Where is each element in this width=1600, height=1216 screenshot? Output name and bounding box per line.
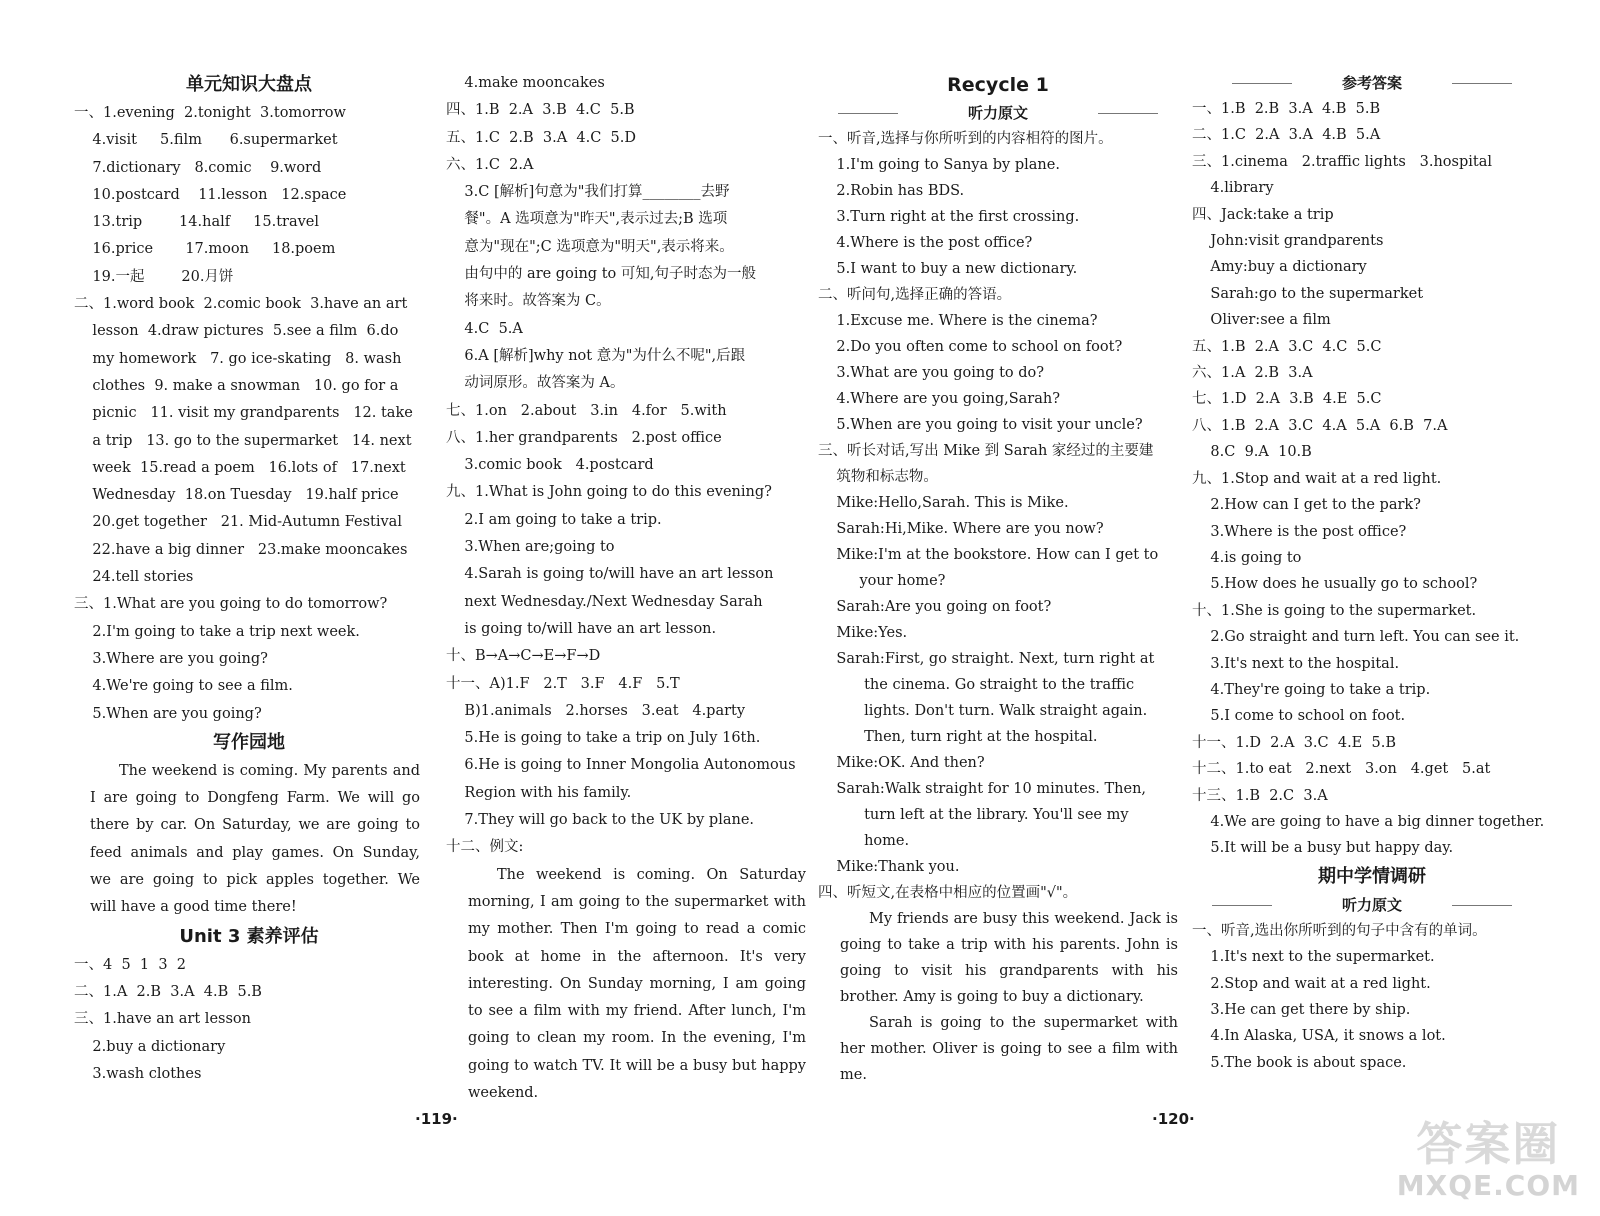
answer-line: 5.When are you going? (74, 705, 262, 722)
divider (1452, 83, 1512, 84)
answer-line: 3.When are;going to (446, 539, 615, 556)
answer-line: 二、听问句,选择正确的答语。 (818, 287, 1012, 303)
answer-line: 4.We are going to have a big dinner together. (1192, 813, 1545, 830)
answer-line: clothes 9. make a snowman 10. go for a (74, 377, 399, 394)
answer-line: 4.We're going to see a film. (74, 678, 293, 695)
answer-line: 3.comic book 4.postcard (446, 457, 654, 474)
column-3 (818, 70, 1178, 1088)
answer-line: 三、1.What are you going to do tomorrow? (74, 596, 388, 613)
answer-line: turn left at the library. You'll see my (818, 807, 1129, 823)
answer-line: 3.It's next to the hospital. (1192, 655, 1400, 672)
answer-line: 由句中的 are going to 可知,句子时态为一般 (446, 266, 756, 283)
answer-line: 七、1.on 2.about 3.in 4.for 5.with (446, 402, 727, 419)
answer-line: Region with his family. (446, 784, 632, 801)
section-heading: 单元知识大盘点 (186, 74, 312, 95)
divider (1452, 905, 1512, 906)
answer-line: 3.Turn right at the first crossing. (818, 209, 1080, 225)
answer-line: Sarah:go to the supermarket (1192, 285, 1424, 302)
answer-line: 5.How does he usually go to school? (1192, 576, 1478, 593)
answer-line: 2.How can I get to the park? (1192, 497, 1421, 514)
answer-line: 2.Do you often come to school on foot? (818, 339, 1123, 355)
answer-line: 4.visit 5.film 6.supermarket (74, 132, 338, 149)
answer-line: 2.I am going to take a trip. (446, 511, 662, 528)
answer-line: 4.In Alaska, USA, it snows a lot. (1192, 1028, 1446, 1045)
answer-key-heading: 参考答案 (1192, 70, 1552, 96)
answer-line: lights. Don't turn. Walk straight again. (818, 703, 1148, 719)
answer-line: lesson 4.draw pictures 5.see a film 6.do (74, 323, 399, 340)
answer-line: 四、Jack:take a trip (1192, 206, 1334, 223)
answer-line: 4.is going to (1192, 549, 1302, 566)
answer-line: Mike:I'm at the bookstore. How can I get to (818, 547, 1159, 563)
watermark-mark: 答案圈 (1416, 1117, 1561, 1171)
answer-line: 八、1.her grandparents 2.post office (446, 429, 722, 446)
answer-line: 七、1.D 2.A 3.B 4.E 5.C (1192, 391, 1382, 408)
essay-paragraph: The weekend is coming. On Saturday morning, I am going to the supermarket with my mother. Then I'm going to read a comic book at home in the afternoon. It's very interesting. On Sunday morning, I am going to see a film with my friend. After lunch, I'm going to clean my room. In the evening, I'm going to watch TV. It will be a busy but happy weekend. (468, 866, 806, 1101)
answer-line: my homework 7. go ice-skating 8. wash (74, 350, 402, 367)
column-2 (446, 70, 806, 1107)
answer-line: 五、1.B 2.A 3.C 4.C 5.C (1192, 338, 1382, 355)
answer-line: 四、听短文,在表格中相应的位置画"√"。 (818, 885, 1078, 901)
answer-line: 5.When are you going to visit your uncle? (818, 417, 1143, 433)
answer-line: 4.make mooncakes (446, 75, 605, 91)
answer-line: 二、1.word book 2.comic book 3.have an art (74, 296, 408, 313)
answer-line: 一、听音,选出你所听到的句子中含有的单词。 (1192, 922, 1487, 939)
answer-line: Sarah:Walk straight for 10 minutes. Then, (818, 781, 1147, 797)
answer-line: Mike:Yes. (818, 625, 908, 641)
answer-line: home. (818, 833, 910, 849)
answer-line: 十二、1.to eat 2.next 3.on 4.get 5.at (1192, 761, 1491, 778)
answer-line: John:visit grandparents (1192, 233, 1384, 250)
answer-line: 4.Sarah is going to/will have an art lesson (446, 566, 774, 583)
answer-line: 3.C [解析]句意为"我们打算________去野 (446, 184, 730, 201)
answer-line: 4.Where is the post office? (818, 235, 1033, 251)
answer-line: week 15.read a poem 16.lots of 17.next (74, 459, 406, 476)
answer-line: 六、1.A 2.B 3.A (1192, 365, 1313, 382)
answer-line: 将来时。故答案为 C。 (446, 293, 611, 310)
divider (1212, 905, 1272, 906)
answer-line: 16.price 17.moon 18.poem (74, 241, 336, 258)
answer-line: 4.C 5.A (446, 320, 523, 337)
answer-list (446, 70, 806, 862)
answer-line: your home? (818, 573, 946, 589)
answer-line: 一、听音,选择与你所听到的内容相符的图片。 (818, 131, 1113, 147)
watermark-logo (1397, 1119, 1580, 1202)
answer-line: 九、1.Stop and wait at a red light. (1192, 470, 1442, 487)
answer-line: 22.have a big dinner 23.make mooncakes (74, 541, 408, 558)
answer-line: 5.I come to school on foot. (1192, 708, 1406, 725)
answer-line: 13.trip 14.half 15.travel (74, 214, 320, 231)
answer-line: 20.get together 21. Mid-Autumn Festival (74, 514, 402, 531)
answer-line: 10.postcard 11.lesson 12.space (74, 186, 347, 203)
column-1 (74, 70, 424, 1088)
answer-line: a trip 13. go to the supermarket 14. next (74, 432, 412, 449)
essay-paragraph: My friends are busy this weekend. Jack is going to take a trip with his parents. John is going to visit his grandparents with his brother. Amy is going to buy a dictionary. (840, 911, 1178, 1005)
answer-line: 1.Excuse me. Where is the cinema? (818, 313, 1098, 329)
answer-line: 二、1.C 2.A 3.A 4.B 5.A (1192, 127, 1381, 144)
answer-line: 3.wash clothes (74, 1065, 202, 1082)
answer-line: 3.Where is the post office? (1192, 523, 1407, 540)
answer-line: 意为"现在";C 选项意为"明天",表示将来。 (446, 238, 734, 255)
answer-line: 2.buy a dictionary (74, 1038, 226, 1055)
answer-line: 二、1.A 2.B 3.A 4.B 5.B (74, 983, 262, 1000)
answer-line: 十三、1.B 2.C 3.A (1192, 787, 1328, 804)
answer-list (74, 100, 424, 728)
divider (1098, 113, 1158, 114)
answer-line: next Wednesday./Next Wednesday Sarah (446, 593, 763, 610)
answer-line: 24.tell stories (74, 569, 194, 586)
answer-line: 5.I want to buy a new dictionary. (818, 261, 1078, 277)
answer-line: 动词原形。故答案为 A。 (446, 375, 625, 392)
answer-line: Oliver:see a film (1192, 312, 1331, 329)
answer-line: 四、1.B 2.A 3.B 4.C 5.B (446, 102, 635, 119)
answer-list (74, 952, 424, 1088)
answer-line: 五、1.C 2.B 3.A 4.C 5.D (446, 129, 636, 146)
answer-line: Sarah:Hi,Mike. Where are you now? (818, 521, 1104, 537)
answer-line: Mike:Thank you. (818, 859, 960, 875)
answer-line: B)1.animals 2.horses 3.eat 4.party (446, 702, 746, 719)
divider (1232, 83, 1292, 84)
section-heading: Recycle 1 (947, 74, 1049, 96)
answer-line: 1.It's next to the supermarket. (1192, 949, 1435, 966)
answer-line: 一、1.B 2.B 3.A 4.B 5.B (1192, 101, 1381, 117)
answer-line: 2.Robin has BDS. (818, 183, 965, 199)
essay-paragraph: Sarah is going to the supermarket with her mother. Oliver is going to see a film with me. (840, 1015, 1178, 1083)
answer-line: 6.He is going to Inner Mongolia Autonomous (446, 757, 796, 774)
answer-line: 7.dictionary 8.comic 9.word (74, 159, 322, 176)
answer-line: 6.A [解析]why not 意为"为什么不呢",后跟 (446, 347, 746, 364)
answer-line: 2.Stop and wait at a red light. (1192, 975, 1431, 992)
answer-list (1192, 96, 1552, 862)
answer-line: Mike:OK. And then? (818, 755, 985, 771)
answer-line: Wednesday 18.on Tuesday 19.half price (74, 487, 399, 504)
answer-line: 3.What are you going to do? (818, 365, 1045, 381)
column-4 (1192, 70, 1552, 1076)
section-heading: Unit 3 素养评估 (179, 925, 319, 947)
answer-line: 7.They will go back to the UK by plane. (446, 812, 755, 829)
answer-line: picnic 11. visit my grandparents 12. take (74, 405, 413, 422)
answer-line: is going to/will have an art lesson. (446, 620, 717, 637)
section-heading: 期中学情调研 (1318, 865, 1426, 887)
answer-line: Mike:Hello,Sarah. This is Mike. (818, 495, 1069, 511)
watermark-text: MXQE.COM (1396, 1169, 1580, 1202)
answer-line: 1.I'm going to Sanya by plane. (818, 157, 1060, 173)
answer-line: 筑物和标志物。 (818, 469, 938, 485)
answer-line: 5.The book is about space. (1192, 1054, 1407, 1071)
answer-line: 4.They're going to take a trip. (1192, 681, 1431, 698)
answer-line: 一、4 5 1 3 2 (74, 956, 186, 973)
page-number: ·119· (415, 1110, 458, 1128)
answer-list (818, 126, 1178, 906)
answer-line: 十一、1.D 2.A 3.C 4.E 5.B (1192, 734, 1396, 751)
answer-line: 4.library (1192, 180, 1274, 197)
answer-line: 八、1.B 2.A 3.C 4.A 5.A 6.B 7.A (1192, 417, 1448, 434)
page-number: ·120· (1152, 1110, 1195, 1128)
answer-line: 三、1.cinema 2.traffic lights 3.hospital (1192, 153, 1493, 170)
answer-line: 3.He can get there by ship. (1192, 1002, 1411, 1018)
answer-line: 3.Where are you going? (74, 650, 268, 667)
answer-line: 8.C 9.A 10.B (1192, 444, 1312, 461)
answer-line: the cinema. Go straight to the traffic (818, 677, 1135, 693)
answer-list (1192, 918, 1552, 1076)
answer-line: 十、B→A→C→E→F→D (446, 648, 601, 665)
subheading: 听力原文 (1192, 892, 1552, 918)
answer-line: 三、1.have an art lesson (74, 1011, 251, 1028)
answer-line: 2.I'm going to take a trip next week. (74, 623, 360, 640)
answer-line: 十、1.She is going to the supermarket. (1192, 602, 1477, 619)
answer-line: 十一、A)1.F 2.T 3.F 4.F 5.T (446, 675, 680, 692)
answer-line: 4.Where are you going,Sarah? (818, 391, 1060, 407)
answer-line: 十二、例文: (446, 839, 524, 856)
answer-line: Sarah:First, go straight. Next, turn right at (818, 651, 1155, 667)
essay-paragraph: The weekend is coming. My parents and I are going to Dongfeng Farm. We will go there by car. On Saturday, we are going to feed animals and play games. On Sunday, we are going to pick apples together. We will have a good time there! (90, 762, 420, 916)
answer-line: 九、1.What is John going to do this evening? (446, 484, 772, 501)
divider (838, 113, 898, 114)
answer-line: 一、1.evening 2.tonight 3.tomorrow (74, 105, 346, 121)
answer-line: 5.He is going to take a trip on July 16th. (446, 730, 761, 747)
answer-line: 19.一起 20.月饼 (74, 268, 234, 285)
answer-line: 三、听长对话,写出 Mike 到 Sarah 家经过的主要建 (818, 443, 1154, 459)
answer-line: Then, turn right at the hospital. (818, 729, 1098, 745)
answer-line: 2.Go straight and turn left. You can see it. (1192, 629, 1520, 646)
answer-line: Amy:buy a dictionary (1192, 259, 1367, 276)
section-heading: 写作园地 (213, 731, 285, 753)
answer-line: 六、1.C 2.A (446, 156, 534, 173)
answer-line: Sarah:Are you going on foot? (818, 599, 1052, 615)
subheading: 听力原文 (818, 100, 1178, 126)
answer-line: 5.It will be a busy but happy day. (1192, 840, 1454, 857)
answer-line: 餐"。A 选项意为"昨天",表示过去;B 选项 (446, 211, 728, 228)
